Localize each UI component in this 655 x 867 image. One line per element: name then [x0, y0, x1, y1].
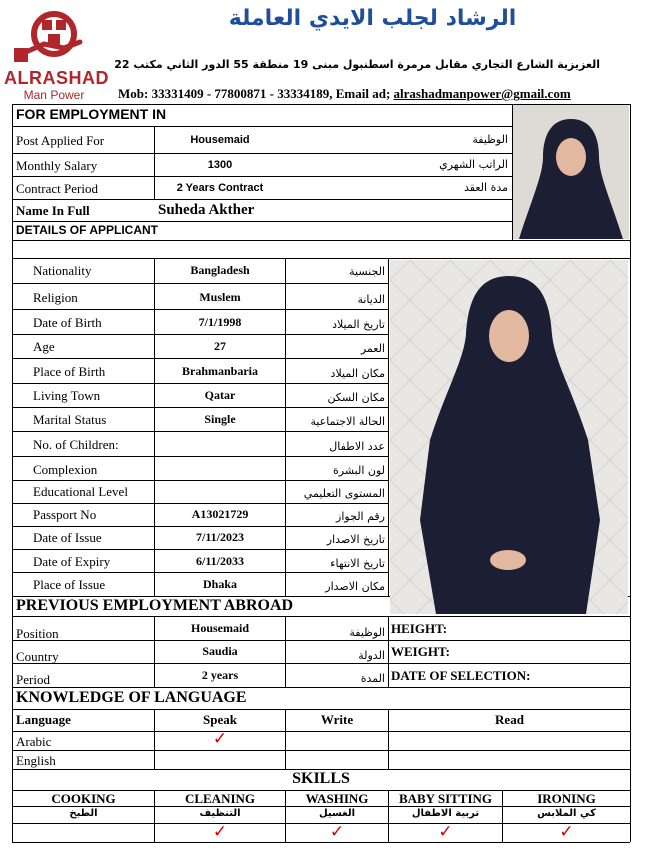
- dob-value: 7/1/1998: [198, 315, 242, 329]
- date-of-issue-ar: تاريخ الاصدار: [326, 533, 385, 546]
- passport-photo: [513, 105, 629, 239]
- period-value: 2 years: [201, 668, 239, 682]
- full-name-label: Name In Full: [16, 203, 90, 218]
- company-logo: [4, 8, 109, 102]
- person-silhouette-icon: [513, 105, 629, 239]
- skill-washing-label: WASHING: [305, 791, 369, 806]
- country-ar: الدولة: [358, 649, 385, 662]
- complexion-ar: لون البشرة: [333, 464, 385, 477]
- contact-email[interactable]: alrashadmanpower@gmail.com: [393, 86, 571, 101]
- language-arabic: Arabic: [16, 734, 52, 749]
- company-address: العزيزية الشارع التجاري مقابل مرمرة اسطنبول مبنى 19 منطقة 55 الدور الثاني مكتب 22: [114, 58, 600, 71]
- marital-status-label: Marital Status: [33, 412, 107, 427]
- living-town-value: Qatar: [204, 388, 236, 402]
- education-ar: المستوى التعليمي: [303, 487, 385, 500]
- previous-employment-heading: PREVIOUS EMPLOYMENT ABROAD: [16, 597, 294, 614]
- post-applied-value: Housemaid: [190, 134, 250, 146]
- skill-babysitting-check: ✓: [438, 822, 453, 842]
- employment-heading: FOR EMPLOYMENT IN: [16, 106, 167, 122]
- children-ar: عدد الاطفال: [329, 440, 385, 453]
- contract-period-ar: مدة العقد: [464, 181, 508, 194]
- logo-icon: [4, 8, 104, 68]
- skill-cooking-label: COOKING: [51, 791, 116, 806]
- passport-no-value: A13021729: [191, 507, 249, 521]
- language-heading: KNOWLEDGE OF LANGUAGE: [16, 689, 247, 706]
- position-ar: الوظيفة: [349, 626, 385, 639]
- company-title: الرشاد لجلب الايدي العاملة: [228, 6, 517, 31]
- monthly-salary-label: Monthly Salary: [16, 158, 98, 173]
- period-label: Period: [16, 672, 50, 687]
- contract-period-label: Contract Period: [16, 181, 98, 196]
- monthly-salary-ar: الراتب الشهري: [439, 158, 508, 171]
- language-english: English: [16, 753, 56, 768]
- living-town-label: Living Town: [33, 388, 101, 403]
- age-value: 27: [214, 339, 226, 353]
- place-of-birth-ar: مكان الميلاد: [330, 367, 385, 380]
- marital-status-value: Single: [204, 412, 236, 426]
- date-of-selection-label: DATE OF SELECTION:: [391, 668, 531, 683]
- education-label: Educational Level: [33, 484, 128, 499]
- date-of-issue-value: 7/11/2023: [195, 530, 244, 544]
- complexion-label: Complexion: [33, 462, 98, 477]
- person-full-body-icon: [390, 260, 628, 614]
- passport-no-label: Passport No: [33, 507, 97, 522]
- full-body-photo: [390, 260, 628, 614]
- place-of-issue-value: Dhaka: [202, 577, 237, 591]
- marital-status-ar: الحالة الاجتماعية: [310, 415, 385, 428]
- skill-cleaning-label: CLEANING: [184, 791, 256, 806]
- nationality-ar: الجنسية: [349, 265, 385, 278]
- read-col-header: Read: [495, 712, 524, 727]
- religion-value: Muslem: [199, 290, 241, 304]
- monthly-salary-value: 1300: [207, 159, 233, 171]
- post-applied-ar: الوظيفة: [472, 133, 508, 146]
- skill-washing-check: ✓: [329, 822, 345, 842]
- nationality-value: Bangladesh: [190, 263, 250, 277]
- skill-cleaning-ar: التنظيف: [199, 808, 241, 819]
- skill-babysitting-ar: تربية الاطفال: [411, 808, 480, 819]
- height-label: HEIGHT:: [391, 621, 448, 636]
- skill-cooking-ar: الطبخ: [69, 808, 98, 819]
- nationality-label: Nationality: [33, 263, 92, 278]
- date-of-issue-label: Date of Issue: [33, 530, 102, 545]
- place-of-birth-label: Place of Birth: [33, 364, 106, 379]
- contract-period-value: 2 Years Contract: [176, 182, 264, 194]
- skill-ironing-ar: كي الملابس: [537, 808, 596, 819]
- skill-ironing-label: IRONING: [537, 791, 596, 806]
- arabic-speak-check: ✓: [212, 729, 228, 749]
- contact-phones: Mob: 33331409 - 77800871 - 33334189, Email ad;: [118, 86, 394, 101]
- write-col-header: Write: [320, 712, 354, 727]
- skill-washing-ar: الغسيل: [318, 808, 355, 819]
- skills-heading: SKILLS: [292, 770, 350, 787]
- full-name-value: Suheda Akther: [158, 202, 255, 218]
- skill-cleaning-check: ✓: [212, 822, 228, 842]
- country-value: Saudia: [202, 644, 238, 658]
- dob-label: Date of Birth: [33, 315, 102, 330]
- place-of-issue-ar: مكان الاصدار: [325, 580, 385, 593]
- language-col-header: Language: [16, 712, 71, 727]
- skill-ironing-check: ✓: [559, 822, 574, 842]
- weight-label: WEIGHT:: [391, 644, 450, 659]
- contact-line: [118, 86, 633, 102]
- position-label: Position: [16, 626, 59, 641]
- passport-no-ar: رقم الجواز: [336, 510, 385, 523]
- living-town-ar: مكان السكن: [327, 391, 385, 404]
- date-of-expiry-value: 6/11/2033: [195, 554, 244, 568]
- age-label: Age: [33, 339, 55, 354]
- period-ar: المدة: [360, 672, 385, 685]
- date-of-expiry-ar: تاريخ الانتهاء: [330, 557, 385, 570]
- position-value: Housemaid: [190, 621, 249, 635]
- place-of-issue-label: Place of Issue: [33, 577, 106, 592]
- speak-col-header: Speak: [203, 712, 237, 727]
- skill-babysitting-label: BABY SITTING: [398, 791, 493, 806]
- age-ar: العمر: [360, 342, 385, 355]
- dob-ar: تاريخ الميلاد: [332, 318, 385, 331]
- date-of-expiry-label: Date of Expiry: [33, 554, 111, 569]
- logo-text: ALRASHAD: [4, 68, 109, 88]
- logo-subtext: Man Power: [23, 88, 85, 102]
- place-of-birth-value: Brahmanbaria: [181, 364, 258, 378]
- religion-ar: الديانة: [357, 293, 385, 306]
- religion-label: Religion: [33, 290, 78, 305]
- post-applied-label: Post Applied For: [16, 133, 105, 148]
- children-label: No. of Children:: [33, 437, 119, 452]
- country-label: Country: [16, 649, 59, 664]
- applicant-heading: DETAILS OF APPLICANT: [16, 223, 158, 237]
